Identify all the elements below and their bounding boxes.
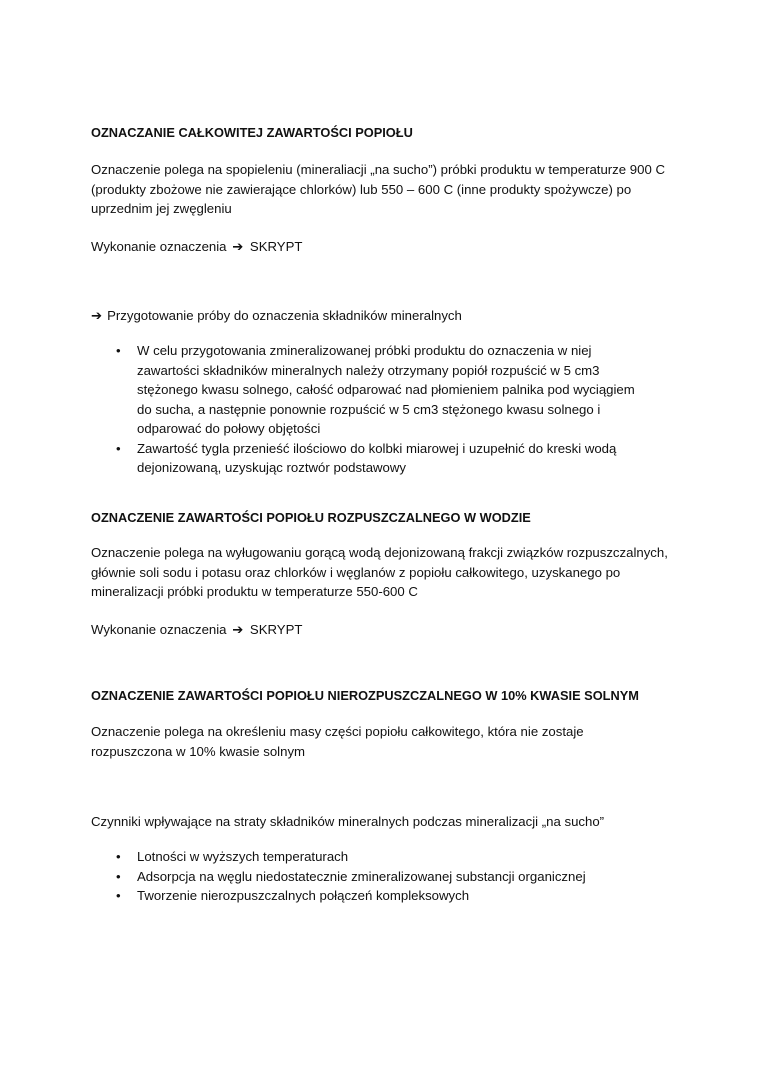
prep-list [91,341,651,478]
list-item [91,867,651,887]
section1-paragraph: Oznaczenie polega na spopieleniu (mineraliacji „na sucho”) próbki produktu w temperaturze 900 C (produkty zbożowe nie zawierające chlorków) lub 550 – 600 C (inne produkty spożywcze) po uprzednim jej zwęgleniu [91,162,665,216]
section1-heading: OZNACZANIE CAŁKOWITEJ ZAWARTOŚCI POPIOŁU [91,125,413,140]
factors-list [91,847,651,906]
bullet-icon: • [116,440,121,456]
section2-paragraph: Oznaczenie polega na wyługowaniu gorącą wodą dejonizowaną frakcji związków rozpuszczalnych, głównie soli sodu i potasu oraz chlorków i węglanów z popiołu całkowitego, uzyskanego po mineralizacji próbki produktu w temperaturze 550-600 C [91,545,668,599]
list-item [91,341,651,439]
bullet-icon: • [116,868,121,884]
factors-intro: Czynniki wpływające na straty składników mineralnych podczas mineralizacji „na sucho” [91,814,605,829]
list-item-text: Lotności w wyższych temperaturach [137,849,349,864]
bullet-icon: • [116,343,121,358]
arrow-right-icon: ➔ [91,308,103,323]
list-item-text: Adsorpcja na węglu niedostatecznie zmineralizowanej substancji organicznej [137,868,586,884]
section1-execution-line [91,237,691,257]
prep-title: Przygotowanie próby do oznaczenia składników mineralnych [107,308,462,323]
list-item-text: Tworzenie nierozpuszczalnych połączeń kompleksowych [137,888,470,903]
list-item-text: W celu przygotowania zmineralizowanej próbki produktu do oznaczenia w niej zawartości składników mineralnych należy otrzymany popiół rozpuścić w 5 cm3 stężonego kwasu solnego, całość odparować nad płomieniem palnika pod wyciągiem do sucha, a następnie ponownie rozpuścić w 5 cm3 stężonego kwasu solnego i odparować do połowy objętości [137,343,635,436]
section3-heading: OZNACZENIE ZAWARTOŚCI POPIOŁU NIEROZPUSZCZALNEGO W 10% KWASIE SOLNYM [91,688,639,703]
bullet-icon: • [116,888,121,903]
execution-target: SKRYPT [249,239,303,254]
list-item [91,439,651,478]
section2-execution-line [91,620,691,640]
arrow-right-icon: ➔ [232,622,244,637]
execution-label: Wykonanie oznaczenia [91,239,227,254]
list-item [91,847,651,867]
list-item [91,886,651,906]
section2-heading: OZNACZENIE ZAWARTOŚCI POPIOŁU ROZPUSZCZALNEGO W WODZIE [91,510,531,525]
execution-label: Wykonanie oznaczenia [91,622,227,637]
list-item-text: Zawartość tygla przenieść ilościowo do kolbki miarowej i uzupełnić do kreski wodą dejonizowaną, uzyskując roztwór podstawowy [137,440,617,475]
execution-target: SKRYPT [249,622,303,637]
prep-title-line [91,306,691,326]
section3-paragraph: Oznaczenie polega na określeniu masy części popiołu całkowitego, która nie zostaje rozpuszczona w 10% kwasie solnym [91,724,584,759]
arrow-right-icon: ➔ [232,239,244,254]
bullet-icon: • [116,849,121,864]
